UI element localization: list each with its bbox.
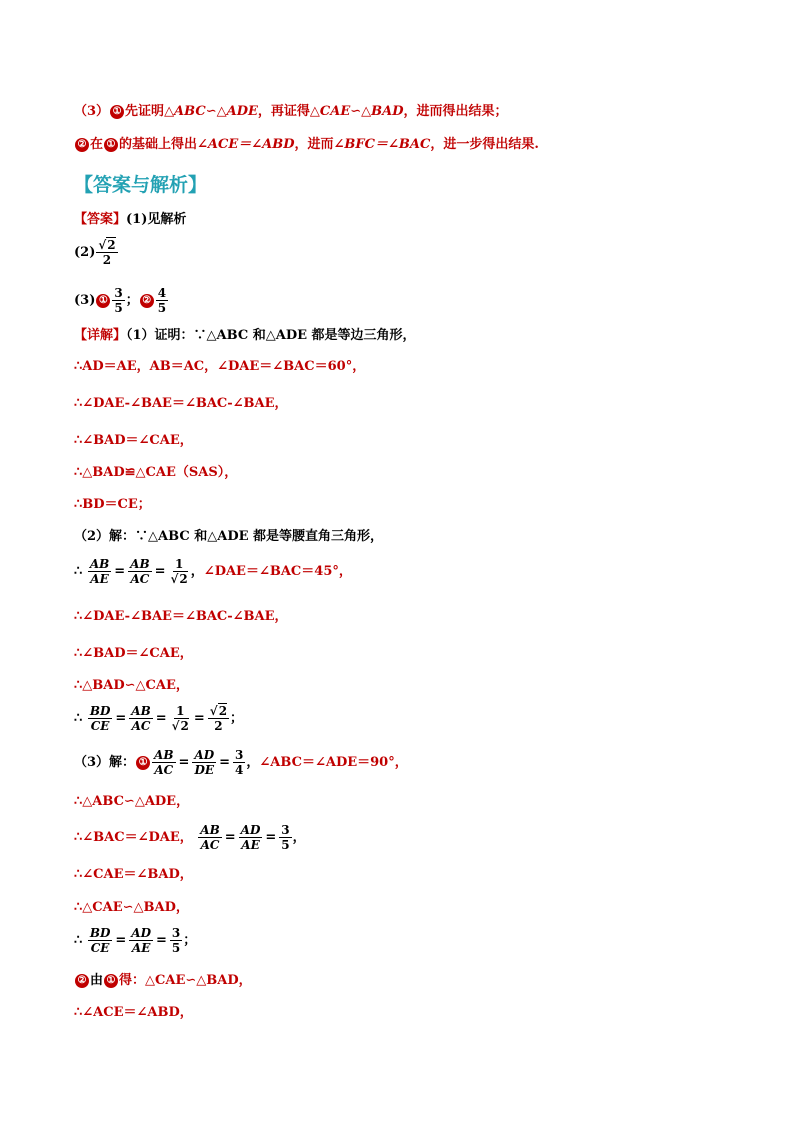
proof-line-3-6 bbox=[74, 923, 196, 959]
answer-2-prefix: (2) bbox=[74, 245, 96, 260]
numerator: AD bbox=[240, 823, 261, 837]
denominator: 2 bbox=[214, 719, 223, 733]
hint-text: 的基础上得出 bbox=[119, 137, 198, 152]
fraction bbox=[170, 704, 191, 733]
circled-1-icon: ① bbox=[104, 974, 118, 988]
proof-line: ∴∠CAE＝∠BAD， bbox=[74, 867, 193, 882]
hint-text: ，再证得 bbox=[257, 104, 310, 119]
detail-label: 【详解】 bbox=[74, 328, 127, 343]
therefore-sign: ∴ bbox=[74, 564, 83, 579]
detail-2-intro: （2）解：∵△ABC 和△ADE 都是等腰直角三角形， bbox=[74, 529, 384, 544]
equals: = bbox=[193, 711, 205, 726]
numerator: AB bbox=[154, 748, 174, 762]
numerator: AD bbox=[194, 748, 215, 762]
answer-line-2 bbox=[74, 238, 119, 267]
fraction bbox=[239, 823, 263, 852]
proof-text: ∠ABC＝∠ADE＝90°， bbox=[259, 755, 408, 770]
equals: = bbox=[156, 933, 167, 948]
circled-2-icon: ② bbox=[75, 138, 89, 152]
denominator: AE bbox=[241, 838, 260, 852]
numerator: AB bbox=[200, 823, 220, 837]
radicand: 2 bbox=[218, 704, 228, 718]
denominator: 5 bbox=[114, 301, 123, 315]
denominator: AE bbox=[90, 572, 109, 586]
circled-1-icon: ① bbox=[110, 105, 124, 119]
circled-2-icon: ② bbox=[140, 294, 154, 308]
proof-line-3b-1 bbox=[74, 972, 252, 990]
proof-text: 由 bbox=[90, 973, 104, 988]
hint-text: ，进一步得出结果. bbox=[430, 137, 539, 152]
equals: = bbox=[155, 711, 167, 726]
numerator: 3 bbox=[171, 926, 181, 940]
numerator: 1 bbox=[176, 704, 185, 718]
equals: = bbox=[154, 564, 166, 579]
proof-line: ∴△BAD≌△CAE（SAS）， bbox=[74, 465, 238, 480]
sqrt-sign: √ bbox=[171, 719, 180, 733]
numerator: AB bbox=[130, 557, 150, 571]
answer-3-prefix: (3) bbox=[74, 293, 96, 308]
punct: ， bbox=[190, 564, 204, 579]
numerator: AD bbox=[131, 926, 151, 940]
denominator: AE bbox=[131, 941, 151, 955]
equals: = bbox=[114, 564, 126, 579]
proof-text: 得：△CAE∽△BAD， bbox=[119, 973, 252, 988]
proof-text: ∴∠BAC＝∠DAE， bbox=[74, 830, 193, 845]
hint-relation: ∠BFC＝∠BAC bbox=[333, 137, 431, 152]
fraction bbox=[129, 704, 152, 733]
hint-3-line1 bbox=[74, 103, 508, 121]
denominator: 5 bbox=[171, 941, 181, 955]
punct: ； bbox=[230, 711, 244, 726]
hint-text: 在 bbox=[90, 137, 104, 152]
therefore-sign: ∴ bbox=[74, 933, 83, 948]
equals: = bbox=[219, 755, 231, 770]
proof-line: ∴∠DAE-∠BAE＝∠BAC-∠BAE， bbox=[74, 396, 288, 411]
answer-line-3 bbox=[74, 286, 169, 315]
numerator: BD bbox=[89, 926, 111, 940]
fraction bbox=[96, 238, 117, 267]
detail-3-intro: （3）解： bbox=[74, 755, 136, 770]
hint-text: ，进而得出结果； bbox=[403, 104, 508, 119]
fraction bbox=[129, 926, 153, 955]
numerator: 3 bbox=[114, 286, 123, 300]
sqrt-sign: √ bbox=[170, 572, 179, 586]
fraction bbox=[198, 823, 221, 852]
numerator: 4 bbox=[157, 286, 167, 300]
detail-1-text: （1）证明：∵△ABC 和△ADE 都是等边三角形， bbox=[126, 328, 416, 343]
proof-line-3-1 bbox=[74, 745, 408, 781]
proof-line: ∴∠DAE-∠BAE＝∠BAC-∠BAE， bbox=[74, 609, 288, 624]
denominator: AC bbox=[200, 838, 220, 852]
fraction bbox=[156, 286, 168, 315]
numerator: 3 bbox=[235, 748, 244, 762]
circled-1-icon: ① bbox=[104, 138, 118, 152]
fraction bbox=[128, 557, 151, 586]
proof-line: ∴∠BAD＝∠CAE， bbox=[74, 646, 193, 661]
proof-line: ∴∠ACE＝∠ABD， bbox=[74, 1005, 193, 1020]
denominator: CE bbox=[90, 941, 110, 955]
proof-line-3-3 bbox=[74, 820, 306, 856]
numerator: 3 bbox=[281, 823, 290, 837]
fraction bbox=[152, 748, 175, 777]
fraction bbox=[88, 926, 113, 955]
fraction bbox=[233, 748, 245, 777]
fraction bbox=[88, 557, 111, 586]
denominator: AC bbox=[154, 763, 174, 777]
proof-line: ∴∠BAD＝∠CAE， bbox=[74, 433, 193, 448]
radicand: 2 bbox=[180, 719, 189, 733]
hint-3-prefix: （3） bbox=[74, 104, 110, 119]
hint-relation: ∠ACE＝∠ABD bbox=[197, 137, 295, 152]
fraction bbox=[112, 286, 124, 315]
punct: ， bbox=[292, 830, 306, 845]
proof-line: ∴AD＝AE，AB＝AC，∠DAE＝∠BAC＝60°， bbox=[74, 359, 366, 374]
punct: ， bbox=[246, 755, 260, 770]
equals: = bbox=[115, 933, 127, 948]
sqrt-sign: √ bbox=[98, 238, 107, 252]
proof-line: ∴BD＝CE； bbox=[74, 497, 151, 512]
denominator: AC bbox=[130, 572, 150, 586]
circled-1-icon: ① bbox=[136, 756, 150, 770]
circled-2-icon: ② bbox=[75, 974, 89, 988]
equals: = bbox=[224, 830, 236, 845]
hint-relation: △CAE∽△BAD bbox=[309, 104, 404, 119]
section-heading: 【答案与解析】 bbox=[74, 174, 208, 196]
fraction bbox=[208, 704, 229, 733]
radicand: 2 bbox=[179, 572, 188, 586]
fraction bbox=[192, 748, 216, 777]
equals: = bbox=[178, 755, 190, 770]
fraction bbox=[88, 704, 113, 733]
denominator: AC bbox=[131, 719, 151, 733]
answer-1: (1)见解析 bbox=[126, 212, 187, 227]
fraction bbox=[279, 823, 291, 852]
proof-line-2-5 bbox=[74, 701, 243, 737]
denominator: CE bbox=[90, 719, 110, 733]
punct: ； bbox=[183, 933, 197, 948]
numerator: AB bbox=[131, 704, 151, 718]
hint-3-line2 bbox=[74, 136, 539, 154]
proof-line: ∴△CAE∽△BAD， bbox=[74, 900, 189, 915]
circled-1-icon: ① bbox=[96, 294, 110, 308]
fraction bbox=[169, 557, 190, 586]
proof-line: ∴△BAD∽△CAE， bbox=[74, 678, 189, 693]
proof-line: ∴△ABC∽△ADE， bbox=[74, 794, 190, 809]
answer-label: 【答案】 bbox=[74, 212, 127, 227]
numerator: 1 bbox=[174, 557, 184, 571]
equals: = bbox=[265, 830, 277, 845]
hint-relation: △ABC∽△ADE bbox=[164, 104, 258, 119]
answer-line-1 bbox=[74, 211, 186, 229]
numerator: AB bbox=[89, 557, 110, 571]
therefore-sign: ∴ bbox=[74, 711, 83, 726]
punct: ； bbox=[125, 293, 139, 308]
denominator: 5 bbox=[157, 301, 167, 315]
numerator: BD bbox=[89, 704, 111, 718]
proof-line-2-1 bbox=[74, 554, 352, 590]
denominator: 5 bbox=[281, 838, 290, 852]
hint-text: ，进而 bbox=[294, 137, 334, 152]
detail-1-intro bbox=[74, 327, 416, 345]
sqrt-sign: √ bbox=[209, 704, 218, 718]
denominator: 2 bbox=[102, 253, 112, 267]
hint-text: 先证明 bbox=[125, 104, 165, 119]
fraction bbox=[170, 926, 182, 955]
denominator: 4 bbox=[235, 763, 244, 777]
proof-text: ∠DAE＝∠BAC＝45°， bbox=[203, 564, 352, 579]
equals: = bbox=[115, 711, 127, 726]
radicand: 2 bbox=[107, 238, 116, 252]
denominator: DE bbox=[194, 763, 215, 777]
